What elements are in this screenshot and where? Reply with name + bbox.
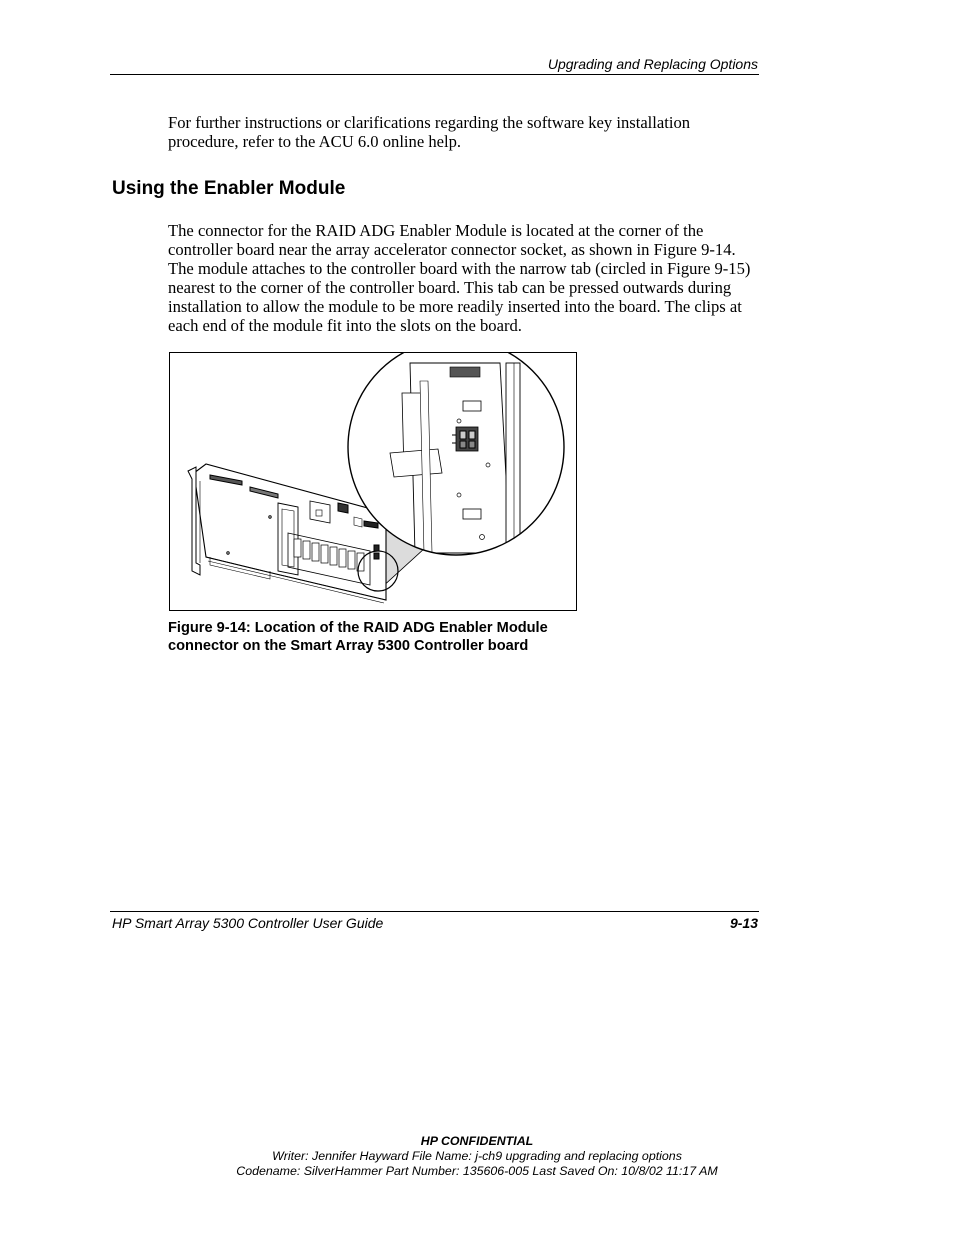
enabler-module-connector [452,427,478,451]
header-rule [110,74,759,75]
controller-board-illustration [170,353,578,612]
caption-line-1: Figure 9-14: Location of the RAID ADG Enabler Module [168,620,548,636]
page-number: 9-13 [729,915,758,931]
magnified-connector-view [348,353,564,555]
writer-info: Writer: Jennifer Hayward File Name: j-ch9 upgrading and replacing options [272,1149,682,1163]
running-header: Upgrading and Replacing Options [547,56,758,72]
confidential-label: HP CONFIDENTIAL [420,1134,534,1148]
caption-line-2: connector on the Smart Array 5300 Controller board [168,638,529,654]
codename-info: Codename: SilverHammer Part Number: 135606-005 Last Saved On: 10/8/02 11:17 AM [236,1164,718,1178]
body-paragraph: The connector for the RAID ADG Enabler Module is located at the corner of the controller board near the array accelerator connector socket, as shown in Figure 9-14. The module attaches to the controller board with the narrow tab (circled in Figure 9-15) nearest to the corner of the controller board. This tab can be pressed outwards during installation to allow the module to be more readily inserted into the board. The clips at each end of the module fit into the slots on the board. [168,221,751,335]
section-heading: Using the Enabler Module [112,178,346,199]
figure-caption [168,619,588,655]
intro-paragraph: For further instructions or clarifications regarding the software key installation procedure, refer to the ACU 6.0 online help. [168,113,691,151]
footer-guide-title: HP Smart Array 5300 Controller User Guide [112,915,384,931]
footer-rule [110,911,759,912]
figure-9-14 [169,352,577,611]
